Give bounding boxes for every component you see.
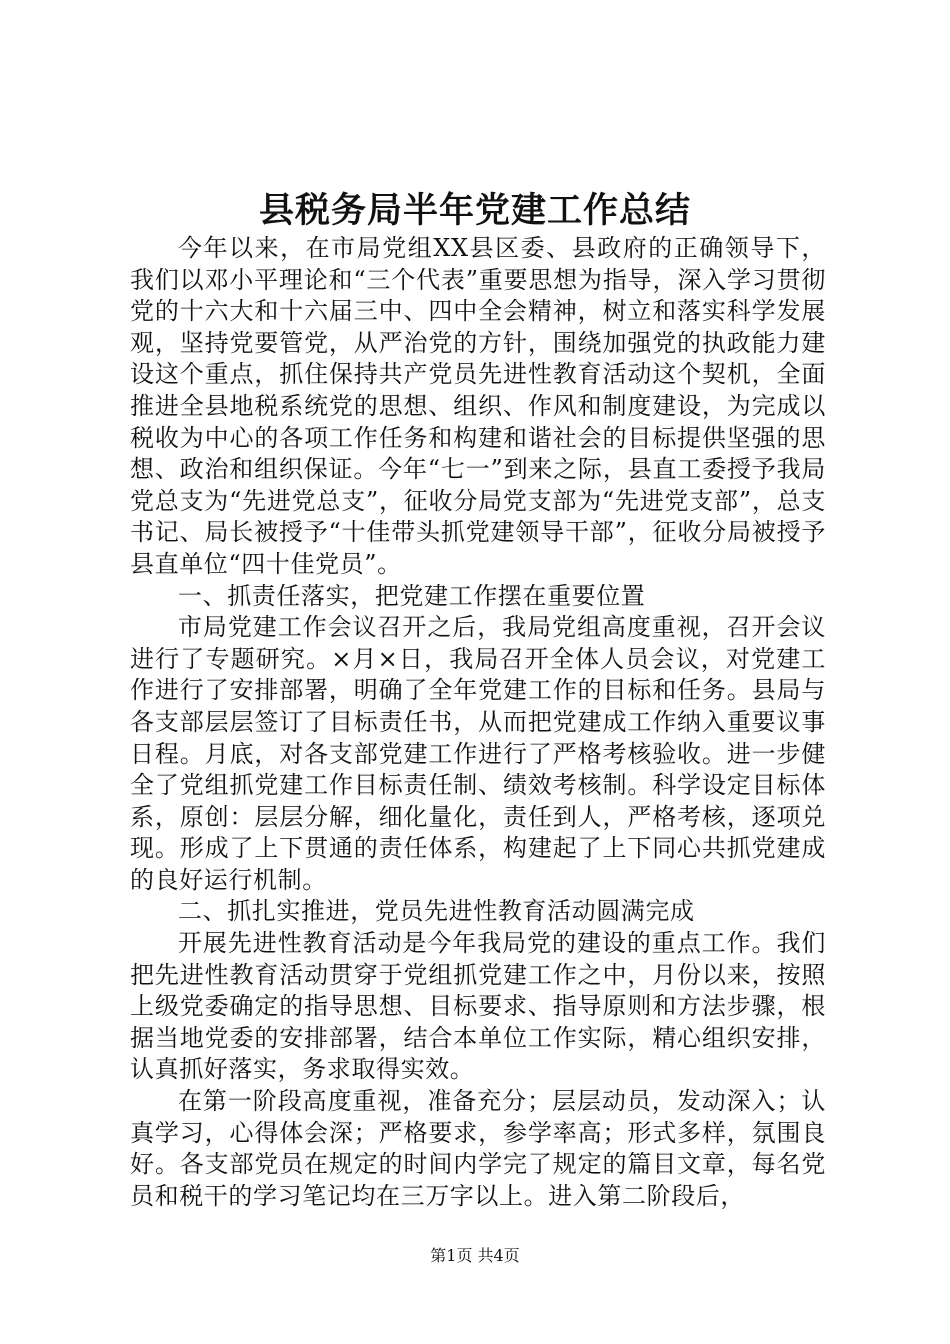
paragraph-section-1: 市局党建工作会议召开之后，我局党组高度重视，召开会议进行了专题研究。×月×日，我局召开全体人员会议，对党建工作进行了安排部署，明确了全年党建工作的目标和任务。县局与各支部层层签订了目标责任书，从而把党建成工作纳入重要议事日程。月底，对各支部党建工作进行了严格考核验收。进一步健全了党组抓党建工作目标责任制、绩效考核制。科学设定目标体系，原创：层层分解，细化量化，责任到人，严格考核，逐项兑现。形成了上下贯通的责任体系，构建起了上下同心共抓党建成的良好运行机制。 [130,613,826,894]
document-title: 县税务局半年党建工作总结 [258,190,691,231]
section-heading-1: 一、抓责任落实，把党建工作摆在重要位置 [178,581,646,610]
document-body [130,233,826,1212]
page-footer: 第1页 共4页 [430,1246,520,1265]
paragraph-intro: 今年以来，在市局党组XX县区委、县政府的正确领导下，我们以邓小平理论和“三个代表”重要思想为指导，深入学习贯彻党的十六大和十六届三中、四中全会精神，树立和落实科学发展观，坚持党要管党，从严治党的方针，围绕加强党的执政能力建设这个重点，抓住保持共产党员先进性教育活动这个契机，全面推进全县地税系统党的思想、组织、作风和制度建设，为完成以税收为中心的各项工作任务和构建和谐社会的目标提供坚强的思想、政治和组织保证。今年“七一”到来之际，县直工委授予我局党总支为“先进党总支”，征收分局党支部为“先进党支部”，总支书记、局长被授予“十佳带头抓党建领导干部”，征收分局被授予县直单位“四十佳党员”。 [130,234,826,578]
section-heading-2: 二、抓扎实推进，党员先进性教育活动圆满完成 [178,897,695,926]
paragraph-section-2: 开展先进性教育活动是今年我局党的建设的重点工作。我们把先进性教育活动贯穿于党组抓党建工作之中，月份以来，按照上级党委确定的指导思想、目标要求、指导原则和方法步骤，根据当地党委的安排部署，结合本单位工作实际，精心组织安排，认真抓好落实，务求取得实效。 [130,929,826,1084]
paragraph-phase-1: 在第一阶段高度重视，准备充分；层层动员，发动深入；认真学习，心得体会深；严格要求，参学率高；形式多样，氛围良好。各支部党员在规定的时间内学完了规定的篇目文章，每名党员和税干的学习笔记均在三万字以上。进入第二阶段后， [130,1087,826,1210]
